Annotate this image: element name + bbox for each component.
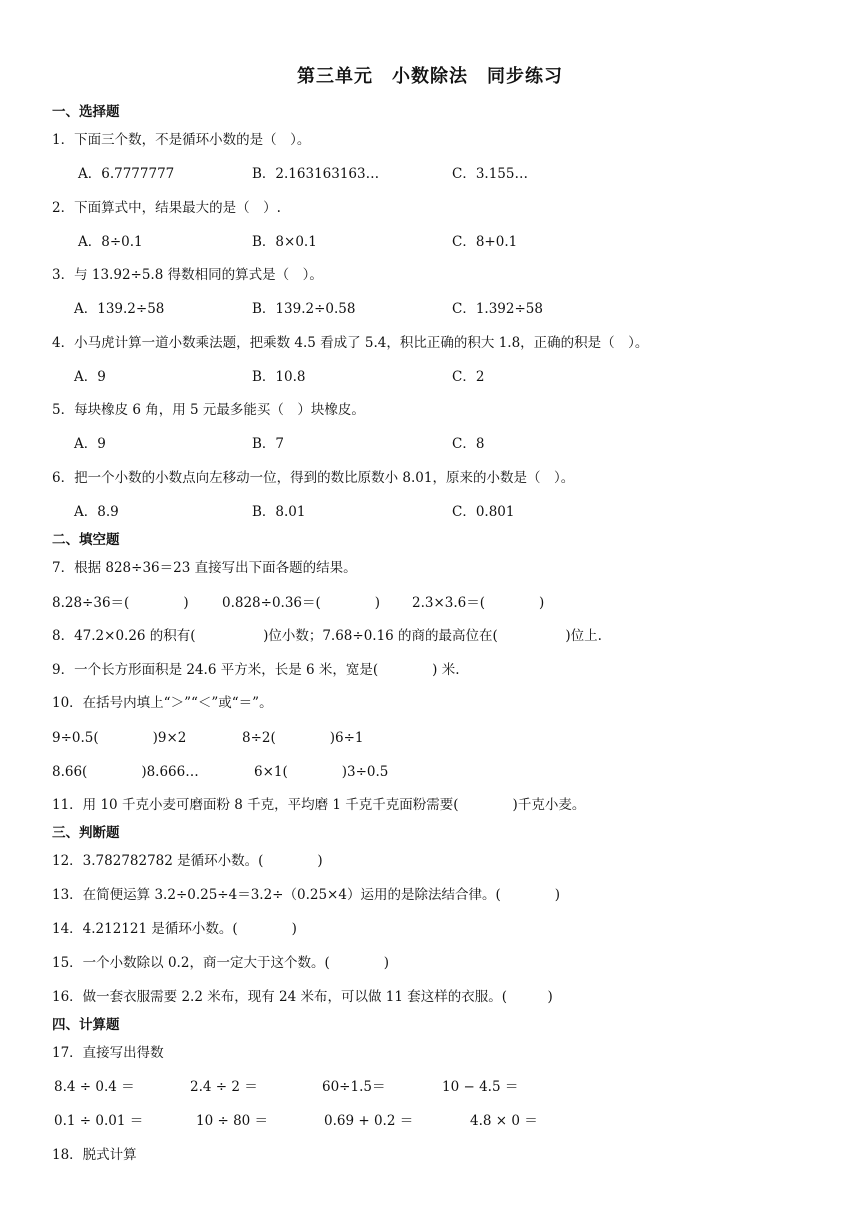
q4-option-c: C．2 (452, 369, 485, 385)
q10-part-1: 9÷0.5( )9×2 (52, 730, 187, 746)
q1-option-a: A．6.7777777 (78, 166, 175, 182)
q17-item: 60÷1.5＝ (322, 1079, 386, 1095)
question-4: 4．小马虎计算一道小数乘法题，把乘数 4.5 看成了 5.4，积比正确的积大 1.8，正确的积是（ ）。 (52, 335, 649, 351)
question-11: 11．用 10 千克小麦可磨面粉 8 千克，平均磨 1 千克千克面粉需要( )千克小麦。 (52, 797, 586, 813)
q17-item: 10 − 4.5 ＝ (442, 1079, 519, 1095)
q6-option-c: C．0.801 (452, 504, 515, 520)
q4-option-a: A．9 (74, 369, 106, 385)
question-18: 18．脱式计算 (52, 1147, 137, 1163)
q2-option-b: B．8×0.1 (252, 234, 317, 250)
q7-part-2: 0.828÷0.36＝( ) (222, 595, 381, 611)
q10-part-2: 8÷2( )6÷1 (242, 730, 364, 746)
q5-option-a: A．9 (74, 436, 106, 452)
question-15: 15．一个小数除以 0.2，商一定大于这个数。( ) (52, 955, 389, 971)
q2-option-a: A．8÷0.1 (78, 234, 143, 250)
q10-part-4: 6×1( )3÷0.5 (254, 764, 389, 780)
question-6: 6．把一个小数的小数点向左移动一位，得到的数比原数小 8.01，原来的小数是（ ）。 (52, 470, 575, 486)
q10-part-3: 8.66( )8.666… (52, 764, 199, 780)
q7-part-3: 2.3×3.6＝( ) (412, 595, 545, 611)
section-fill-blank: 二、填空题 (52, 532, 120, 548)
q3-option-b: B．139.2÷0.58 (252, 301, 356, 317)
q5-option-b: B．7 (252, 436, 285, 452)
question-16: 16．做一套衣服需要 2.2 米布，现有 24 米布，可以做 11 套这样的衣服。( ) (52, 989, 553, 1005)
section-choice: 一、选择题 (52, 104, 120, 120)
q17-item: 4.8 × 0 ＝ (470, 1113, 538, 1129)
q17-item: 0.69 + 0.2 ＝ (324, 1113, 414, 1129)
q17-item: 2.4 ÷ 2 ＝ (190, 1079, 258, 1095)
q17-item: 0.1 ÷ 0.01 ＝ (54, 1113, 144, 1129)
question-14: 14．4.212121 是循环小数。( ) (52, 921, 297, 937)
q4-option-b: B．10.8 (252, 369, 306, 385)
question-13: 13．在简便运算 3.2÷0.25÷4＝3.2÷（0.25×4）运用的是除法结合律。( ) (52, 887, 560, 903)
q6-option-b: B．8.01 (252, 504, 306, 520)
q1-option-b: B．2.163163163… (252, 166, 380, 182)
section-true-false: 三、判断题 (52, 825, 120, 841)
question-7: 7．根据 828÷36＝23 直接写出下面各题的结果。 (52, 560, 357, 576)
question-1: 1．下面三个数，不是循环小数的是（ ）。 (52, 132, 311, 148)
q2-option-c: C．8+0.1 (452, 234, 518, 250)
section-calculation: 四、计算题 (52, 1017, 120, 1033)
question-10: 10．在括号内填上“＞”“＜”或“＝”。 (52, 695, 273, 711)
q3-option-a: A．139.2÷58 (74, 301, 165, 317)
q17-item: 8.4 ÷ 0.4 ＝ (54, 1079, 135, 1095)
question-12: 12．3.782782782 是循环小数。( ) (52, 853, 323, 869)
q17-item: 10 ÷ 80 ＝ (196, 1113, 269, 1129)
question-5: 5．每块橡皮 6 角，用 5 元最多能买（ ）块橡皮。 (52, 402, 365, 418)
q5-option-c: C．8 (452, 436, 485, 452)
question-2: 2．下面算式中，结果最大的是（ ）. (52, 200, 281, 216)
q3-option-c: C．1.392÷58 (452, 301, 543, 317)
q6-option-a: A．8.9 (74, 504, 119, 520)
q7-part-1: 8.28÷36＝( ) (52, 595, 189, 611)
question-17: 17．直接写出得数 (52, 1045, 164, 1061)
page-title: 第三单元 小数除法 同步练习 (297, 66, 563, 87)
question-8: 8．47.2×0.26 的积有( )位小数；7.68÷0.16 的商的最高位在( )位上. (52, 628, 602, 644)
q1-option-c: C．3.155… (452, 166, 528, 182)
question-9: 9．一个长方形面积是 24.6 平方米，长是 6 米，宽是( ) 米. (52, 662, 460, 678)
question-3: 3．与 13.92÷5.8 得数相同的算式是（ ）。 (52, 267, 323, 283)
